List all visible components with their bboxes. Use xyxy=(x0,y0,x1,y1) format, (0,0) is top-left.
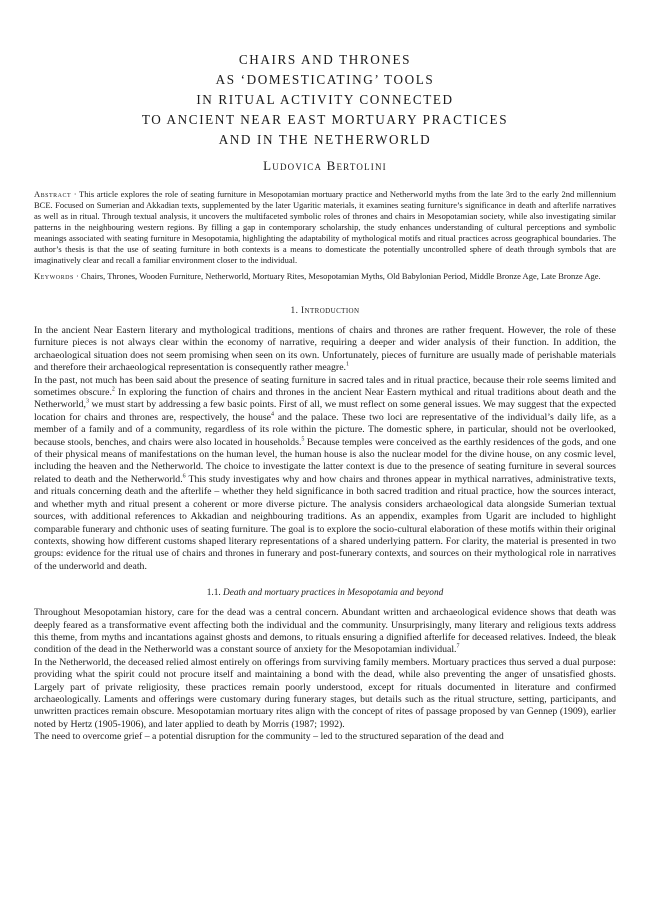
article-title xyxy=(34,50,616,150)
keywords-text: Chairs, Thrones, Wooden Furniture, Netherworld, Mortuary Rites, Mesopotamian Myths, Old Babylonian Period, Middle Bronze Age, Late Bronze Age. xyxy=(80,271,601,281)
paragraph-text: In the ancient Near Eastern literary and mythological traditions, mentions of chairs and thrones are rather frequent. However, the role of these furniture pieces is not always clear within the economy of narrative, requiring a deeper and wider analysis of their function. In addition, the archaeological situation does not seem promising when seen on its own. Unfortunately, pieces of furniture are usually made of perishable materials and therefore their archaeological representation is consequently rather meagre. xyxy=(34,325,616,374)
paragraph-text: Because temples were conceived as the earthly residences of the gods, and one of their physical means of manifestations on the human level, the human house is also the nuclear model for the divine house, on any cosmic level, including the heaven and the Netherworld. The choice to investigate the latter context is due to the presence of seating furniture in several sources related to death and the Netherworld. xyxy=(34,436,616,485)
footnote-ref[interactable]: 4 xyxy=(271,411,275,418)
footnote-ref[interactable]: 1 xyxy=(346,361,349,368)
author-name: Ludovica Bertolini xyxy=(263,158,387,173)
footnote-ref[interactable]: 6 xyxy=(182,473,186,480)
section-body xyxy=(34,325,616,573)
footnote-ref[interactable]: 5 xyxy=(301,436,305,443)
keywords-label: Keywords xyxy=(34,271,74,281)
subsection-body xyxy=(34,607,616,743)
paragraph-text: In the past, not much has been said about the presence of seating furniture in sacred tales and in ritual practice, because their role seems limited and sometimes obscure. xyxy=(34,374,616,399)
subsection-heading xyxy=(34,588,616,598)
abstract-label: Abstract xyxy=(34,189,72,199)
title-line: AND IN THE NETHERWORLD xyxy=(218,132,432,147)
paragraph xyxy=(34,607,616,657)
title-line: CHAIRS AND THRONES xyxy=(238,52,412,67)
paragraph: In the Netherworld, the deceased relied almost entirely on offerings from surviving family members. Mortuary practices thus served a dual purpose: providing what the spirit could not procure itself and maintaining a bond with the dead, while also preventing the anger of unsatisfied ghosts. Largely part of private religiosity, these practices remain poorly understood, except for rituals documented in literature and confirmed archaeologically. Laments and offerings were customary during funerary stages, but details such as the ritual structure, setting, participants, and unwritten practices remain obscure. Mesopotamian mortuary rites align with the concept of rites of passage proposed by van Gennep (1909), earlier noted by Hertz (1905-1906), and later applied to death by Morris (1987; 1992). xyxy=(34,656,616,730)
keywords xyxy=(34,271,616,282)
abstract xyxy=(34,189,616,266)
footnote-ref[interactable]: 7 xyxy=(456,644,460,651)
section-heading: 1. Introduction xyxy=(290,306,360,316)
footnote-ref[interactable]: 3 xyxy=(85,399,89,406)
subsection-title: Death and mortuary practices in Mesopotamia and beyond xyxy=(223,588,444,599)
paragraph xyxy=(34,375,616,574)
paragraph: The need to overcome grief – a potential disruption for the community – led to the structured separation of the dead and xyxy=(34,731,504,743)
paragraph xyxy=(34,325,616,375)
keywords-separator: · xyxy=(73,271,81,281)
abstract-text: This article explores the role of seating furniture in Mesopotamian mortuary practice and Netherworld myths from the late 3rd to the early 2nd millennium BCE. Focused on Sumerian and Akkadian texts, supplemented by the later Ugaritic materials, it examines seating furniture’s significance in death and afterlife narratives as well as in ritual. Through textual analysis, it uncovers the multifaceted symbolic roles of thrones and chairs in Mesopotamian society, while also investigating similar patterns in the neighbouring western regions. By filling a gap in contemporary scholarship, the study enhances understanding of cultural perceptions and symbolic meanings associated with seating furniture in Mesopotamia, highlighting the adaptability of mythological motifs and ritual practices across geographical boundaries. The author’s thesis is that the use of seating furniture in both contexts is a means to domesticate the potentially uncontrolled sphere of death through symbols that are imaginatively clear and recall a familiar environment closer to the individual. xyxy=(34,189,616,265)
paragraph-text: and the palace. These two loci are representative of the individual’s daily life, as a member of a family and of a community, regardless of its role within the picture. The domestic sphere, in particular, should not be overlooked, because stools, benches, and chairs were also located in households. xyxy=(34,411,617,448)
paragraph-text: Throughout Mesopotamian history, care for the dead was a central concern. Abundant written and archaeological evidence shows that death was deeply feared as a transformative event affecting both the individual and the community. Unsurprisingly, many literary and religious texts address this theme, from myths and incantations against ghosts and demons, to rituals ensuring a dignified afterlife for deceased relatives. Indeed, the bleak condition of the dead in the Netherworld was a constant source of anxiety for the Mesopotamian individual. xyxy=(34,607,616,656)
paragraph-text: This study investigates why and how chairs and thrones appear in mythical narratives, administrative texts, and rituals concerning death and the afterlife – whether they held significance in both sacred tradition and ritual practice, how the sources interact, and whether myth and ritual present a coherent or more diverse picture. The analysis considers archaeological data alongside Sumerian textual sources, with additional references to Akkadian and neighbouring traditions. As an appendix, examples from Ugarit are included to highlight comparable funerary and chthonic uses of seating furniture. The goal is to explore the socio-cultural elaboration of these motifs within their original contexts, showing how different customs shaped literary representations of a shared underlying pattern. For clarity, the material is presented in two groups: evidence for the ritual use of chairs and thrones in funerary and post-funerary contexts, and sources on their mythological role in narratives of the underworld and death. xyxy=(34,473,616,572)
abstract-separator: · xyxy=(71,189,80,199)
title-line: IN RITUAL ACTIVITY CONNECTED xyxy=(196,92,454,107)
title-line: TO ANCIENT NEAR EAST MORTUARY PRACTICES xyxy=(141,112,509,127)
title-line: AS ‘DOMESTICATING’ TOOLS xyxy=(215,72,435,87)
footnote-ref[interactable]: 2 xyxy=(111,386,115,393)
paragraph-text: we must start by addressing a few basic points. First of all, we must reflect on some general issues. We may suggest that the expected location for chairs and thrones are, respectively, the house xyxy=(34,399,616,423)
subsection-number: 1.1. xyxy=(206,588,221,599)
paragraph-text: In exploring the function of chairs and thrones in the ancient Near Eastern mythical and ritual traditions about death and the Netherworld, xyxy=(34,387,616,411)
